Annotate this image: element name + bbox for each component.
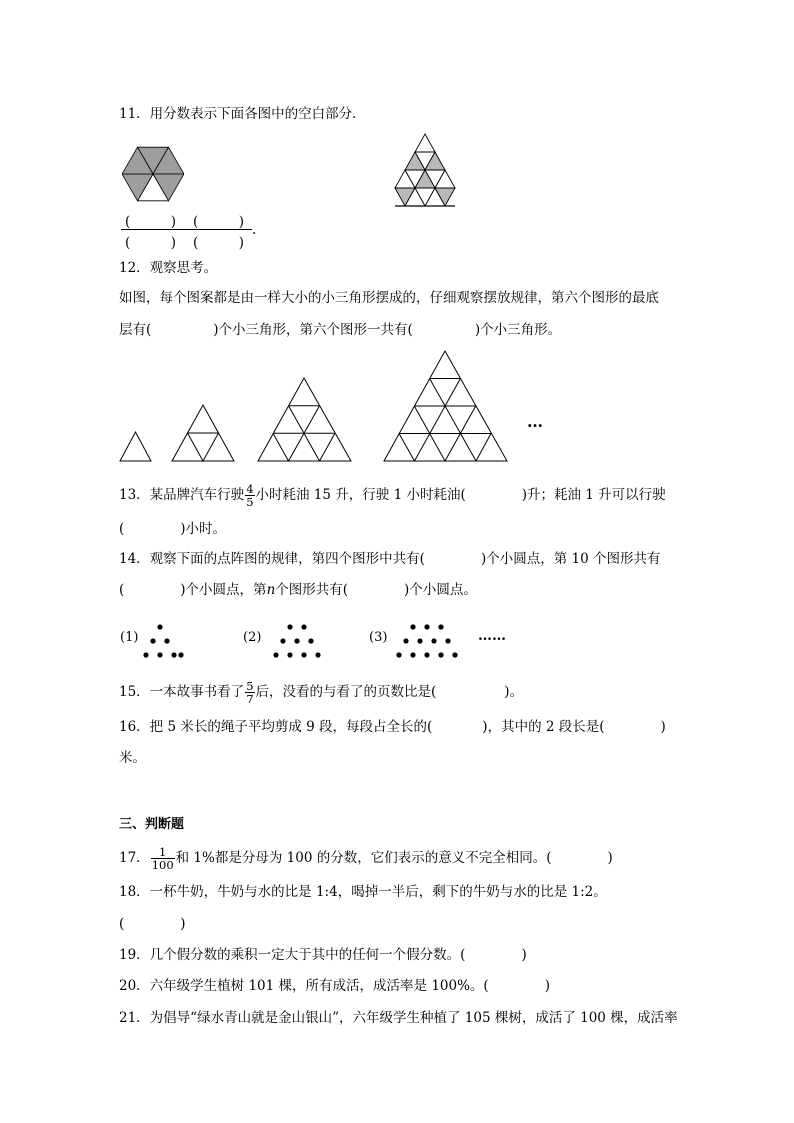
dot-figure-1-label: (1) — [120, 630, 139, 645]
q12-ellipsis: … — [527, 412, 543, 431]
q14-ellipsis: …… — [478, 628, 506, 644]
fraction-1-100: $\frac{1}{100}$ — [151, 845, 174, 872]
q17-line: 17． $\frac{1}{100}$ 和 1%都是分母为 100 的分数，它们表示的意义不完全相同。( ) — [119, 845, 613, 872]
fraction-4-5: $\frac{4}{5}$ — [246, 482, 254, 509]
hexagon-figure — [122, 146, 184, 202]
q14-line1: 14．观察下面的点阵图的规律，第四个图形中共有( )个小圆点，第 10 个图形共有 — [119, 551, 661, 567]
q18-line2: ( ) — [119, 916, 186, 932]
q11-text: 11．用分数表示下面各图中的空白部分． — [119, 106, 366, 122]
triangle-grid-figure — [394, 133, 456, 207]
dot-figure-3-label: (3) — [369, 630, 388, 645]
section-title: 三、判断题 — [119, 817, 185, 832]
fraction-5-7: $\frac{5}{7}$ — [246, 679, 254, 706]
q15-line: 15．一本故事书看了 $\frac{5}{7}$ 后，没看的与看了的页数比是( )。 — [119, 679, 524, 706]
q11-answer-blanks — [121, 210, 257, 251]
q19-line: 19．几个假分数的乘积一定大于其中的任何一个假分数。( ) — [119, 947, 527, 963]
blank-denominator-right[interactable]: ( ) — [193, 235, 245, 251]
q16-line1: 16．把 5 米长的绳子平均剪成 9 段，每段占全长的( )，其中的 2 段长是( ) — [119, 719, 666, 735]
dot-pattern-figures — [140, 620, 470, 662]
blank-denominator-left[interactable]: ( ) — [125, 235, 177, 251]
q12-title: 12．观察思考。 — [119, 260, 218, 276]
q18-line1: 18．一杯牛奶，牛奶与水的比是 1:4，喝掉一半后，剩下的牛奶与水的比是 1:2。 — [119, 884, 607, 900]
q11-period: . — [252, 222, 257, 238]
q16-line2: 米。 — [119, 750, 146, 766]
q12-line2: 层有( )个小三角形，第六个图形一共有( )个小三角形。 — [119, 322, 562, 338]
blank-numerator-right[interactable]: ( ) — [193, 214, 245, 230]
q14-line2: ( )个小圆点，第n个图形共有( )个小圆点。 — [119, 582, 477, 598]
q13-line1: 13．某品牌汽车行驶 $\frac{4}{5}$ 小时耗油 15 升，行驶 1 小时耗油( )升；耗油 1 升可以行驶 — [119, 482, 666, 509]
blank-numerator-left[interactable]: ( ) — [125, 214, 177, 230]
q20-line: 20．六年级学生植树 101 棵，所有成活，成活率是 100%。( ) — [119, 978, 550, 994]
q13-line2: ( )小时。 — [119, 521, 227, 537]
q12-line1: 如图，每个图案都是由一样大小的小三角形摆成的，仔细观察摆放规律，第六个图形的最底 — [119, 290, 659, 306]
q21-line: 21．为倡导“绿水青山就是金山银山”，六年级学生种植了 105 棵树，成活了 100 棵，成活率 — [119, 1010, 678, 1026]
triangle-pattern-figures — [118, 348, 518, 464]
dot-figure-2-label: (2) — [243, 630, 262, 645]
fraction-bar — [121, 229, 252, 230]
